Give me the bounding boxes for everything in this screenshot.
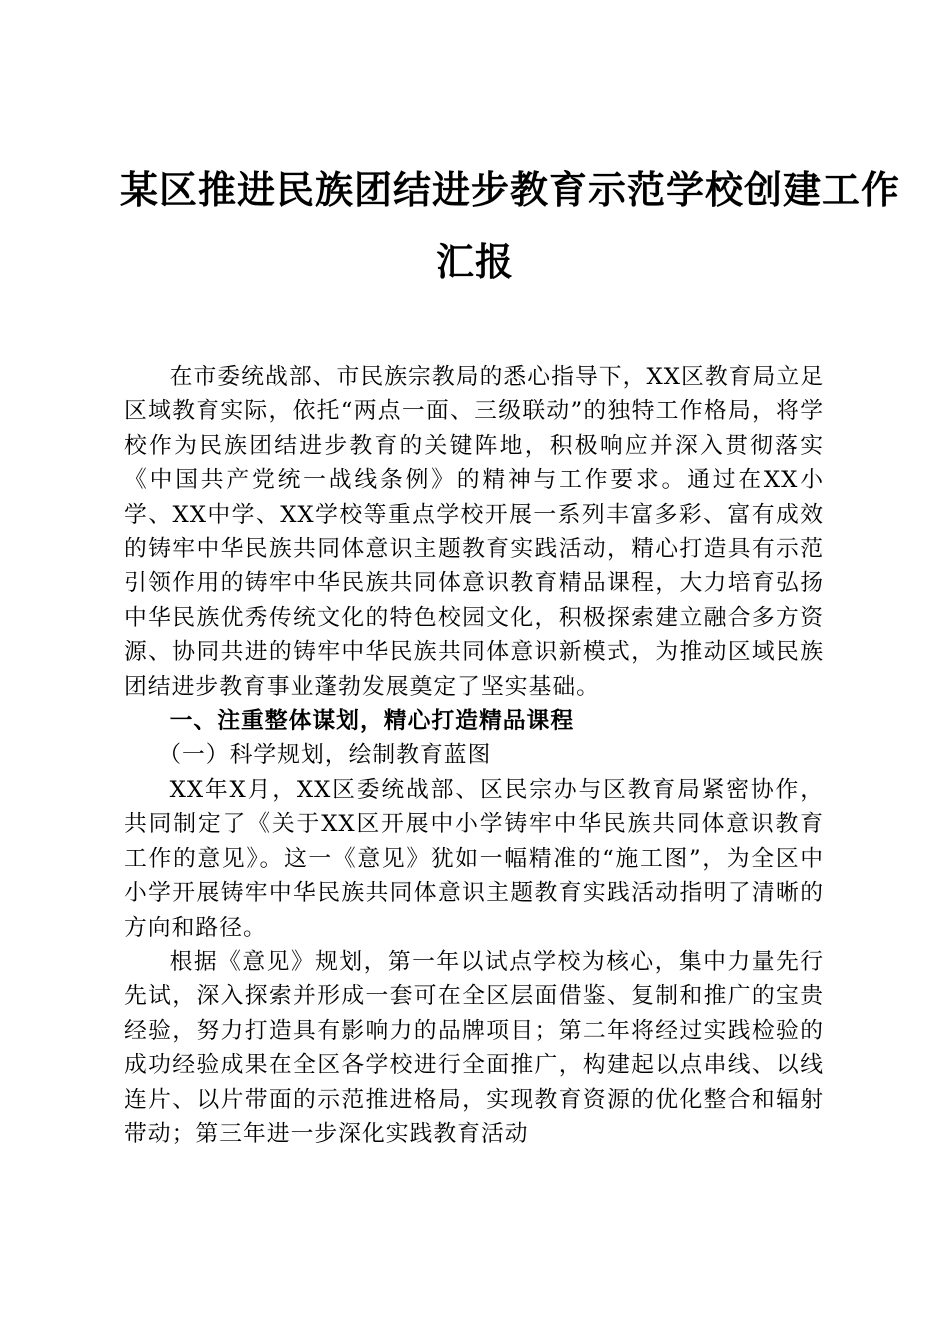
document-title-line1: 某区推进民族团结进步教育示范学校创建工作	[120, 167, 901, 212]
subsection-heading: （一）科学规划，绘制教育蓝图	[158, 742, 492, 769]
body-paragraph: XX年X月，XX区委统战部、区民宗办与区教育局紧密协作，共同制定了《关于XX区开展中小学铸牢中华民族共同体意识教育工作的意见》。这一《意见》犹如一幅精准的“施工图”，为全区中小学开展铸牢中华民族共同体意识主题教育实践活动指明了清晰的方向和路径。	[124, 776, 824, 941]
document-body	[124, 360, 824, 1151]
body-paragraph: 根据《意见》规划，第一年以试点学校为核心，集中力量先行先试，深入探索并形成一套可在全区层面借鉴、复制和推广的宝贵经验，努力打造具有影响力的品牌项目；第二年将经过实践检验的成功经验成果在全区各学校进行全面推广，构建起以点串线、以线连片、以片带面的示范推进格局，实现教育资源的优化整合和辐射带动；第三年进一步深化实践教育活动	[124, 948, 824, 1147]
intro-paragraph: 在市委统战部、市民族宗教局的悉心指导下，XX区教育局立足区域教育实际，依托“两点一面、三级联动”的独特工作格局，将学校作为民族团结进步教育的关键阵地，积极响应并深入贯彻落实《中国共产党统一战线条例》的精神与工作要求。通过在XX小学、XX中学、XX学校等重点学校开展一系列丰富多彩、富有成效的铸牢中华民族共同体意识主题教育实践活动，精心打造具有示范引领作用的铸牢中华民族共同体意识教育精品课程，大力培育弘扬中华民族优秀传统文化的特色校园文化，积极探索建立融合多方资源、协同共进的铸牢中华民族共同体意识新模式，为推动区域民族团结进步教育事业蓬勃发展奠定了坚实基础。	[124, 364, 824, 700]
section-heading: 一、注重整体谋划，精心打造精品课程	[169, 708, 575, 735]
document-title-line2: 汇报	[435, 239, 514, 284]
